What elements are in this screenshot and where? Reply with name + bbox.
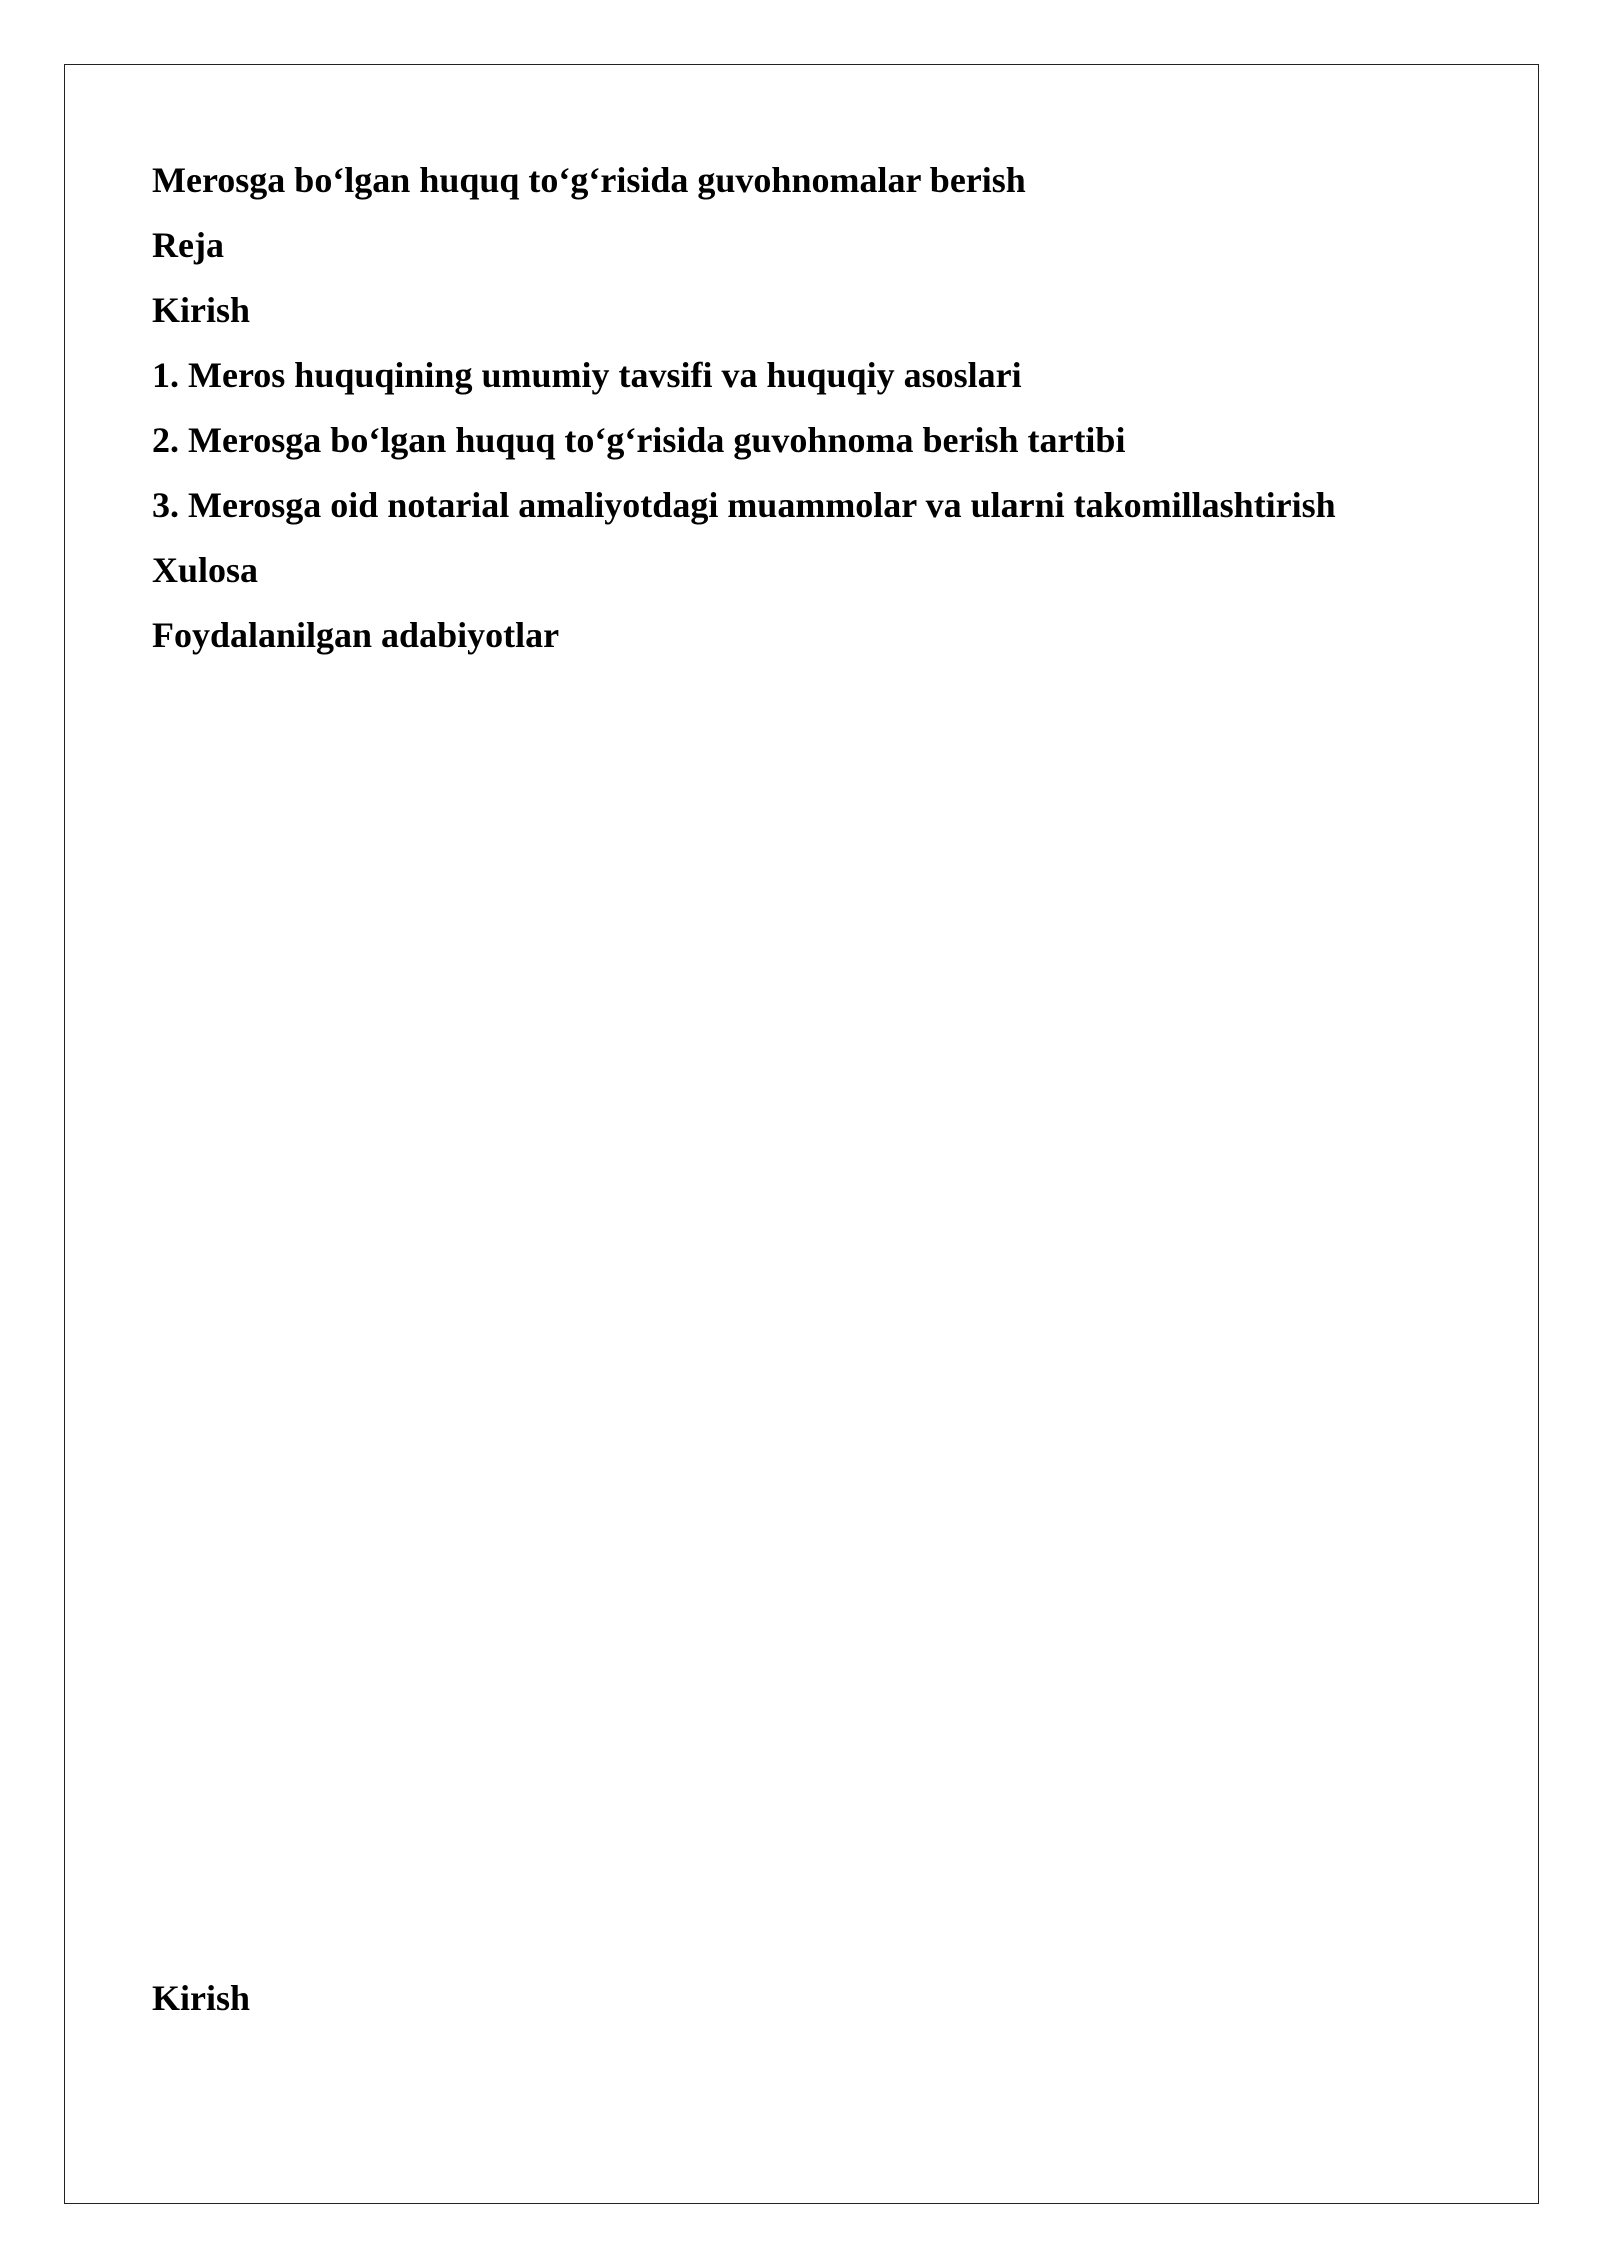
toc-item-introduction: Kirish <box>152 290 251 330</box>
section-heading-introduction: Kirish <box>152 1978 251 2018</box>
toc-item-1: 1. Meros huquqining umumiy tavsifi va huquqiy asoslari <box>152 355 1022 395</box>
toc-item-conclusion: Xulosa <box>152 550 259 590</box>
toc-item-references: Foydalanilgan adabiyotlar <box>152 615 560 655</box>
plan-heading: Reja <box>152 225 224 265</box>
document-title: Merosga bo‘lgan huquq to‘g‘risida guvohnomalar berish <box>152 160 1026 200</box>
document-body <box>152 148 1482 668</box>
toc-item-2: 2. Merosga bo‘lgan huquq to‘g‘risida guvohnoma berish tartibi <box>152 420 1126 460</box>
toc-item-3: 3. Merosga oid notarial amaliyotdagi muammolar va ularni takomillashtirish <box>152 485 1336 525</box>
